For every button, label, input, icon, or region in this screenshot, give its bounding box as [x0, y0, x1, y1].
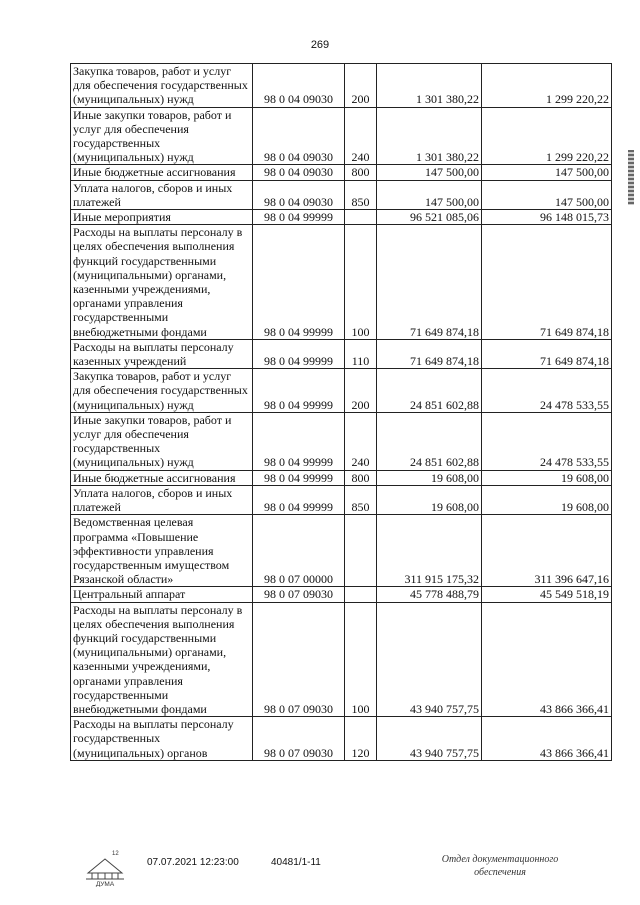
scan-edge-mark	[628, 150, 634, 205]
row-sum-2-cell: 1 299 220,22	[482, 64, 612, 108]
row-code-cell: 98 0 04 09030	[253, 180, 345, 209]
row-name-cell: Расходы на выплаты персоналу казенных учреждений	[71, 339, 253, 368]
row-sum-1-cell: 147 500,00	[377, 180, 482, 209]
table-row	[71, 225, 612, 340]
row-type-cell: 100	[345, 225, 377, 340]
row-code-cell: 98 0 07 09030	[253, 602, 345, 717]
row-sum-1-cell: 24 851 602,88	[377, 369, 482, 413]
row-sum-2-cell: 45 549 518,19	[482, 587, 612, 602]
row-sum-1-cell: 1 301 380,22	[377, 107, 482, 165]
row-sum-1-cell: 1 301 380,22	[377, 64, 482, 108]
row-sum-1-cell: 71 649 874,18	[377, 225, 482, 340]
row-sum-1-cell: 45 778 488,79	[377, 587, 482, 602]
row-code-cell: 98 0 04 99999	[253, 339, 345, 368]
logo-number: 12	[112, 851, 119, 857]
row-sum-2-cell: 71 649 874,18	[482, 225, 612, 340]
row-type-cell: 800	[345, 165, 377, 180]
table-row	[71, 602, 612, 717]
row-name-cell: Центральный аппарат	[71, 587, 253, 602]
row-sum-1-cell: 19 608,00	[377, 470, 482, 485]
row-sum-2-cell: 311 396 647,16	[482, 515, 612, 587]
row-type-cell: 800	[345, 470, 377, 485]
table-row	[71, 369, 612, 413]
row-code-cell: 98 0 07 09030	[253, 587, 345, 602]
table-row	[71, 470, 612, 485]
row-type-cell: 100	[345, 602, 377, 717]
row-type-cell	[345, 587, 377, 602]
logo-text: ДУМА	[95, 881, 115, 887]
table-row	[71, 717, 612, 761]
budget-table-body	[71, 64, 612, 761]
row-sum-2-cell: 19 608,00	[482, 470, 612, 485]
row-type-cell: 200	[345, 369, 377, 413]
row-name-cell: Иные бюджетные ассигнования	[71, 470, 253, 485]
row-sum-2-cell: 43 866 366,41	[482, 602, 612, 717]
row-name-cell: Расходы на выплаты персоналу государственных (муниципальных) органов	[71, 717, 253, 761]
row-code-cell: 98 0 04 99999	[253, 470, 345, 485]
department-stamp	[420, 853, 580, 879]
row-code-cell: 98 0 04 99999	[253, 412, 345, 470]
row-sum-2-cell: 24 478 533,55	[482, 412, 612, 470]
row-code-cell: 98 0 04 09030	[253, 64, 345, 108]
row-sum-2-cell: 147 500,00	[482, 165, 612, 180]
row-sum-2-cell: 71 649 874,18	[482, 339, 612, 368]
row-code-cell: 98 0 04 09030	[253, 107, 345, 165]
row-sum-2-cell: 1 299 220,22	[482, 107, 612, 165]
row-code-cell: 98 0 04 99999	[253, 210, 345, 225]
table-row	[71, 180, 612, 209]
row-code-cell: 98 0 04 99999	[253, 225, 345, 340]
row-name-cell: Ведомственная целевая программа «Повышение эффективности управления государственным имуществом Рязанской области»	[71, 515, 253, 587]
row-type-cell: 850	[345, 485, 377, 514]
row-name-cell: Расходы на выплаты персоналу в целях обеспечения выполнения функций государственными (муниципальными) органами, казенными учреждениями, органами управления государственными внебюджетными фондами	[71, 225, 253, 340]
row-name-cell: Иные бюджетные ассигнования	[71, 165, 253, 180]
table-row	[71, 485, 612, 514]
table-row	[71, 64, 612, 108]
row-sum-1-cell: 311 915 175,32	[377, 515, 482, 587]
row-name-cell: Закупка товаров, работ и услуг для обеспечения государственных (муниципальных) нужд	[71, 64, 253, 108]
row-type-cell	[345, 515, 377, 587]
table-row	[71, 165, 612, 180]
row-code-cell: 98 0 04 99999	[253, 485, 345, 514]
row-sum-1-cell: 43 940 757,75	[377, 602, 482, 717]
stamp-line-1: Отдел документационного	[441, 854, 559, 865]
duma-logo-icon	[80, 849, 130, 887]
table-row	[71, 210, 612, 225]
page-number: 269	[310, 39, 330, 51]
footer-doc-number: 40481/1-11	[271, 857, 321, 868]
table-row	[71, 515, 612, 587]
row-sum-2-cell: 24 478 533,55	[482, 369, 612, 413]
table-row	[71, 587, 612, 602]
table-row	[71, 339, 612, 368]
budget-table	[70, 63, 612, 761]
row-name-cell: Иные мероприятия	[71, 210, 253, 225]
row-sum-1-cell: 43 940 757,75	[377, 717, 482, 761]
row-code-cell: 98 0 04 09030	[253, 165, 345, 180]
row-name-cell: Уплата налогов, сборов и иных платежей	[71, 180, 253, 209]
row-type-cell	[345, 210, 377, 225]
row-sum-1-cell: 96 521 085,06	[377, 210, 482, 225]
row-type-cell: 240	[345, 412, 377, 470]
stamp-line-2: обеспечения	[474, 867, 526, 878]
row-sum-2-cell: 43 866 366,41	[482, 717, 612, 761]
row-name-cell: Иные закупки товаров, работ и услуг для обеспечения государственных (муниципальных) нужд	[71, 412, 253, 470]
row-name-cell: Уплата налогов, сборов и иных платежей	[71, 485, 253, 514]
row-code-cell: 98 0 04 99999	[253, 369, 345, 413]
row-sum-1-cell: 71 649 874,18	[377, 339, 482, 368]
row-code-cell: 98 0 07 09030	[253, 717, 345, 761]
row-sum-2-cell: 19 608,00	[482, 485, 612, 514]
table-row	[71, 107, 612, 165]
row-type-cell: 120	[345, 717, 377, 761]
row-name-cell: Иные закупки товаров, работ и услуг для обеспечения государственных (муниципальных) нужд	[71, 107, 253, 165]
table-row	[71, 412, 612, 470]
row-sum-2-cell: 147 500,00	[482, 180, 612, 209]
row-sum-1-cell: 147 500,00	[377, 165, 482, 180]
row-name-cell: Расходы на выплаты персоналу в целях обеспечения выполнения функций государственными (муниципальными) органами, казенными учреждениями, органами управления государственными внебюджетными фондами	[71, 602, 253, 717]
row-sum-1-cell: 19 608,00	[377, 485, 482, 514]
row-sum-2-cell: 96 148 015,73	[482, 210, 612, 225]
row-type-cell: 850	[345, 180, 377, 209]
footer-datetime: 07.07.2021 12:23:00	[147, 857, 239, 868]
row-sum-1-cell: 24 851 602,88	[377, 412, 482, 470]
row-type-cell: 240	[345, 107, 377, 165]
row-name-cell: Закупка товаров, работ и услуг для обеспечения государственных (муниципальных) нужд	[71, 369, 253, 413]
row-type-cell: 200	[345, 64, 377, 108]
row-type-cell: 110	[345, 339, 377, 368]
row-code-cell: 98 0 07 00000	[253, 515, 345, 587]
